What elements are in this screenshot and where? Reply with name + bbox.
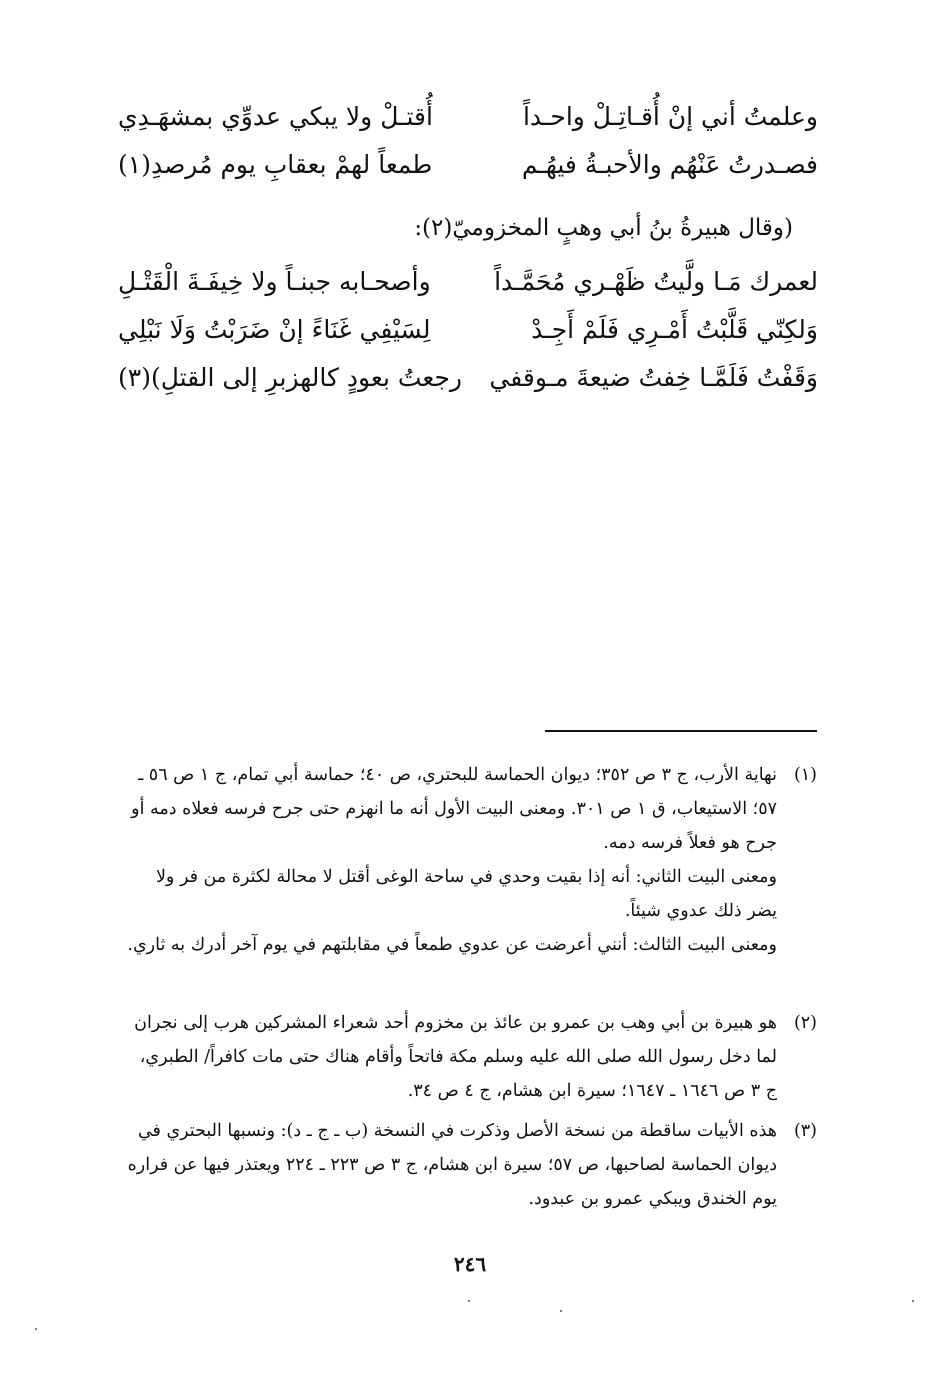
- verse-first-hemistich: وَقَفْتُ فَلَمَّـا خِفتُ ضيعةَ مـوقفي: [489, 363, 818, 392]
- verse-first-hemistich: فصـدرتُ عَنْهُم والأحبـةُ فيهُـم: [521, 150, 818, 179]
- verse-second-hemistich: رجعتُ بعودٍ كالهزبرِ إلى القتلِ)(٣): [118, 363, 462, 392]
- verse-first-hemistich: وَلكِنّي قَلَّبْتُ أَمْـرِي فَلَمْ أَجِـدْ: [531, 315, 818, 344]
- footnote-body: [125, 758, 777, 962]
- footnote-body: [125, 1114, 777, 1216]
- footnote-3: [125, 1114, 817, 1216]
- verse-second-hemistich: وأصحـابه جبنـاً ولا خِيفَـةَ الْقَتْـلِ: [118, 267, 431, 296]
- footnote-1: [125, 758, 817, 962]
- verse-second-hemistich: لِسَيْفِي غَنَاءً إنْ ضَرَبْتُ وَلَا نَبْلِي: [118, 315, 431, 344]
- scan-speck: [468, 1300, 470, 1302]
- footnote-body: [125, 1006, 777, 1108]
- footnote-paragraph: هذه الأبيات ساقطة من نسخة الأصل وذكرت في النسخة (ب ـ ج ـ د): ونسبها البحتري في ديوان الحماسة لصاحبها، ص ٥٧؛ سيرة ابن هشام، ج ٣ ص ٢٢٣ ـ ٢٢٤ ويعتذر فيها عن فراره يوم الخندق ويبكي عمرو بن عبدود.: [127, 1121, 777, 1209]
- verse-first-hemistich: وعلمتُ أني إنْ أُقـاتِـلْ واحـداً: [522, 102, 818, 131]
- verse-line: [118, 310, 818, 350]
- verse-line: [118, 145, 818, 185]
- scan-speck: [35, 1328, 37, 1330]
- footnote-number: (١): [793, 765, 817, 785]
- footnote-paragraph: ومعنى البيت الثالث: أنني أعرضت عن عدوي طمعاً في مقابلتهم في يوم آخر أدرك به ثاري.: [127, 935, 777, 955]
- footnote-paragraph: ومعنى البيت الثاني: أنه إذا بقيت وحدي في ساحة الوغى أقتل لا محالة لكثرة من فر ولا يضر ذلك عدوي شيئاً.: [155, 867, 777, 921]
- verse-line: [118, 262, 818, 302]
- scan-speck: [912, 1300, 914, 1302]
- poem-intro: (وقال هبيرةُ بنُ أبي وهبٍ المخزوميّ(٢):: [414, 215, 793, 241]
- scan-speck: [560, 1310, 562, 1312]
- footnote-paragraph: نهاية الأرب، ج ٣ ص ٣٥٢؛ ديوان الحماسة للبحتري، ص ٤٠؛ حماسة أبي تمام، ج ١ ص ٥٦ ـ ٥٧؛ الاستيعاب، ق ١ ص ٣٠١. ومعنى البيت الأول أنه ما انهزم حتى جرح فرسه فعلاه دمه أو جرح هو فعلاً فرسه دمه.: [131, 765, 777, 853]
- footnote-number: (٢): [793, 1013, 817, 1033]
- footnote-separator: [545, 730, 817, 732]
- verse-second-hemistich: أُقتـلْ ولا يبكي عدوِّي بمشهَـدِي: [118, 102, 433, 131]
- footnote-number: (٣): [793, 1121, 817, 1141]
- page-number: ٢٤٦: [453, 1252, 487, 1276]
- footnote-2: [125, 1006, 817, 1108]
- verse-line: [118, 97, 818, 137]
- verse-first-hemistich: لعمرك مَـا ولَّيتُ ظَهْـري مُحَمَّـداً: [494, 267, 818, 296]
- footnote-paragraph: هو هبيرة بن أبي وهب بن عمرو بن عائذ بن مخزوم أحد شعراء المشركين هرب إلى نجران لما دخل رسول الله صلى الله عليه وسلم مكة فاتحاً وأقام هناك حتى مات كافراً/ الطبري، ج ٣ ص ١٦٤٦ ـ ١٦٤٧؛ سيرة ابن هشام، ج ٤ ص ٣٤.: [134, 1013, 777, 1101]
- verse-line: [118, 358, 818, 398]
- verse-second-hemistich: طمعاً لهمْ بعقابِ يوم مُرصدِ(١): [118, 150, 433, 179]
